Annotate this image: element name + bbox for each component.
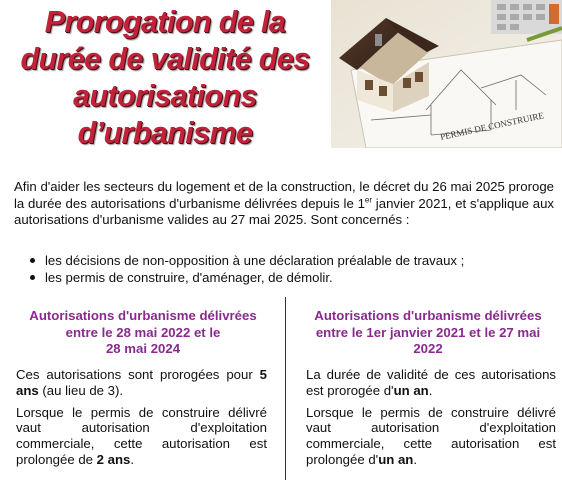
right-heading-line-2: entre le 1er janvier 2021 et le 27 mai — [315, 324, 541, 340]
left-column-body — [16, 367, 267, 474]
title-line-3: autorisations — [73, 79, 257, 113]
title-line-4: d’urbanisme — [77, 116, 253, 150]
house-model-illustration — [331, 0, 562, 148]
left-extension-bold: 2 ans — [96, 451, 131, 467]
left-duration-bold: 5 ans — [16, 367, 267, 398]
left-heading-line-2: entre le 28 mai 2022 et le — [65, 324, 221, 340]
page-title — [6, 4, 324, 152]
left-column-heading — [8, 308, 278, 358]
concerned-list — [30, 252, 550, 286]
right-paragraph-2: Lorsque le permis de construire délivré vaut autorisation d'exploitation commerciale, cette autorisation est prolongée d'un an. — [306, 404, 556, 467]
intro-paragraph — [14, 179, 554, 229]
title-line-1: Prorogation de la — [44, 5, 286, 39]
left-heading-line-3: 28 mai 2024 — [105, 341, 181, 356]
left-heading-line-1: Autorisations d'urbanisme délivrées — [29, 308, 257, 323]
intro-text-part-2: janvier 2021, et s'applique aux autorisations d'urbanisme valides au 27 mai 2025. Sont concernés : — [14, 195, 555, 227]
left-paragraph-1: Ces autorisations sont prorogées pour 5 ans (au lieu de 3). — [16, 367, 267, 398]
list-item: les décisions de non-opposition à une déclaration préalable de travaux ; — [30, 252, 550, 269]
intro-superscript: er — [364, 195, 373, 205]
right-column-body — [306, 367, 556, 474]
title-line-2: durée de validité des — [20, 42, 310, 76]
right-paragraph-1: La durée de validité de ces autorisations est prorogée d'un an. — [306, 367, 556, 398]
permis-de-construire-sign: PERMIS DE CONSTRUIRE — [439, 110, 545, 142]
column-divider — [285, 297, 286, 480]
intro-text — [14, 179, 554, 229]
list-item: les permis de construire, d'aménager, de démolir. — [30, 269, 550, 286]
right-extension-bold: un an — [378, 451, 414, 467]
house-plan-photo — [331, 0, 562, 148]
right-column-heading — [296, 308, 560, 358]
left-paragraph-2: Lorsque le permis de construire délivré vaut autorisation d'exploitation commerciale, cette autorisation est prolongée de 2 ans. — [16, 404, 267, 467]
right-heading-line-1: Autorisations d'urbanisme délivrées — [314, 308, 542, 323]
right-duration-bold: un an — [393, 382, 429, 398]
right-heading-line-3: 2022 — [413, 341, 443, 356]
intro-text-part-1: Afin d'aider les secteurs du logement et de la construction, le décret du 26 mai 2025 proroge la durée des autorisations d'urbanisme délivrées depuis le 1 — [14, 179, 554, 211]
